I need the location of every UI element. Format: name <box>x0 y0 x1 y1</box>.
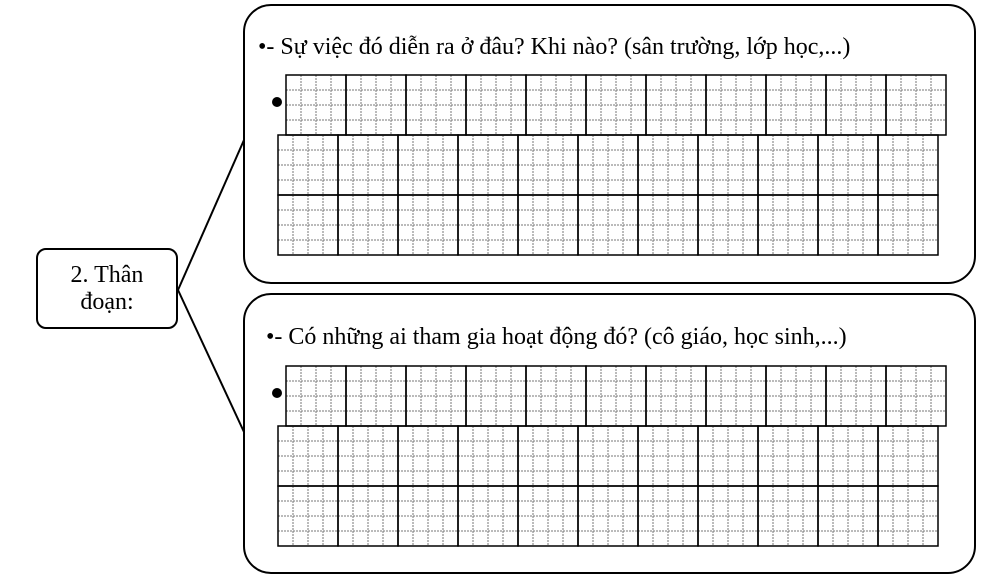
question-text-1: •- Sự việc đó diễn ra ở đâu? Khi nào? (sân trường, lớp học,...) <box>258 34 851 60</box>
question-text-2: •- Có những ai tham gia hoạt động đó? (cô giáo, học sinh,...) <box>266 324 847 350</box>
writing-grid-2[interactable] <box>276 364 948 548</box>
section-label-line1: 2. Thân <box>70 261 144 288</box>
section-label-line2: đoạn: <box>80 288 134 315</box>
writing-grid-1[interactable] <box>276 73 948 257</box>
section-label-box <box>36 248 178 329</box>
